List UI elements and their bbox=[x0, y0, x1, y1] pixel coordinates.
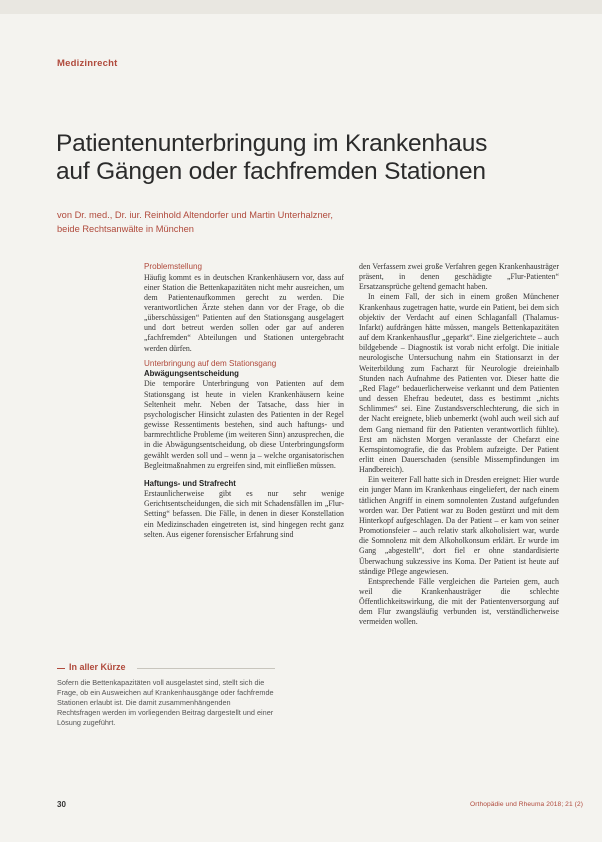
paragraph-abwaegung: Die temporäre Unterbringung von Patienten auf dem Stationsgang ist heute in vielen Krankenhäusern keine Seltenheit mehr. Neben der Tatsache, dass hier in psychologischer Hinsicht zulasten des Patienten in der Regel gewisse Ressentiments bestehen, sind auch haftungs- und barmrechtliche Probleme (im weiteren Sinn) anzusprechen, die in die Abwägungsentscheidung, ob diese Unterbringungsform gewählt werden soll und – wenn ja – welche organisatorischen Begleitmaßnahmen zu ergreifen sind, mit einfließen müssen. bbox=[144, 379, 344, 470]
summary-box bbox=[57, 662, 275, 728]
summary-header bbox=[57, 662, 275, 676]
summary-heading: In aller Kürze bbox=[69, 662, 126, 672]
paragraph-problemstellung: Häufig kommt es in deutschen Krankenhäusern vor, dass auf einer Station die Bettenkapazitäten nicht mehr ausreichen, um dem Patientenaufkommen gerecht zu werden. Die verantwortlichen Ärzte stehen dann vor der Frage, ob die „überschüssigen“ Patienten auf den Stationsgang ausgelagert und dort betreut werden sollen oder gar auf anderen „fachfremden“ Abteilungen und Stationen untergebracht werden dürfen. bbox=[144, 272, 344, 353]
authors bbox=[57, 209, 457, 236]
paragraph-right-1: den Verfassern zwei große Verfahren gegen Krankenhausträger präsent, in denen geschädigte „Flur-Patienten“ Ersatzansprüche geltend gemacht haben. bbox=[359, 262, 559, 292]
subheading-abwaegung: Abwägungsentscheidung bbox=[144, 369, 239, 379]
paragraph-right-2: In einem Fall, der sich in einem großen Münchener Krankenhaus zugetragen hatte, wurde ein Patient, bei dem sich objektiv der Verdacht auf einen Schlaganfall (Thalamus-Infarkt) aufdrängen hätte müssen, mangels Bettenkapazitäten auf dem Krankenhausflur „geparkt“. Eine zielgerichtete – auch bildgebende – Diagnostik ist vorab nicht erfolgt. Die initiale neurologische Untersuchung nahm ein Stationsarzt in der Weiterbildung zum Facharzt für Neurologie dreieinhalb Stunden nach Aufnahme des Patienten vor. Dieser hatte die „Red Flage“ bedauerlicherweise verkannt und dem Patienten und dessen Ehefrau bedeutet, dass es bestimmt „nichts Schlimmes“ sei. Eine Zustandsverschlechterung, die sich in der Nacht ereignete, blieb unbemerkt (wohl auch weil sich auf dem Gang niemand für den Patienten verantwortlich fühlte). Erst am nächsten Morgen veranlasste der Chefarzt eine Kernspintomografie, die das Problem aufzeigte. Der Patient erlitt einen Dauerschaden (sensible Missempfindungen im Handbereich). bbox=[359, 292, 559, 475]
publication-info: Orthopädie und Rheuma 2018; 21 (2) bbox=[470, 801, 584, 808]
title-line-2: auf Gängen oder fachfremden Stationen bbox=[56, 158, 486, 185]
title-line-1: Patientenunterbringung im Krankenhaus bbox=[56, 130, 488, 157]
paragraph-right-4: Entsprechende Fälle vergleichen die Parteien gern, auch weil die Krankenhausträger die schlechte Öffentlichkeitswirkung, die mit der Patientenversorgung auf dem Flur zwangsläufig verbunden ist, verständlicherweise vermeiden wollen. bbox=[359, 576, 559, 627]
top-strip bbox=[0, 0, 602, 14]
section-heading-stationsgang: Unterbringung auf dem Stationsgang bbox=[144, 358, 277, 368]
authors-line-2: beide Rechtsanwälte in München bbox=[57, 223, 194, 234]
section-heading-problemstellung: Problemstellung bbox=[144, 262, 203, 271]
category-label: Medizinrecht bbox=[57, 58, 118, 69]
page-number: 30 bbox=[57, 800, 66, 809]
left-column bbox=[144, 262, 344, 540]
paragraph-haftung: Erstaunlicherweise gibt es nur sehr wenige Gerichtsentscheidungen, die sich mit Schadensfällen im „Flur-Setting“ befassen. Die Fälle, in denen in dieser Konstellation ein Medizinschaden eingetreten ist, sind hingegen recht ganz selten. Aus eigener forensischer Erfahrung sind bbox=[144, 489, 344, 539]
summary-rule bbox=[137, 668, 275, 669]
summary-dash bbox=[57, 668, 65, 669]
article-title bbox=[56, 130, 576, 186]
subheading-haftung: Haftungs- und Strafrecht bbox=[144, 478, 236, 488]
paragraph-right-3: Ein weiterer Fall hatte sich in Dresden ereignet: Hier wurde ein junger Mann im Krankenhaus eingeliefert, der nach einem tätlichen Angriff in einem somnolenten Zustand aufgefunden worden war. Der Patient war zu Boden gestürzt und mit dem Hinterkopf aufgeschlagen. Da der Patient – er kam von seiner Promotionsfeier – auch relativ stark alkoholisiert war, wurde die Somnolenz mit dem Alkoholkonsum erklärt. Er wurde im Gang „abgestellt“, dort fiel er ohne standardisierte Überwachung sukzessive ins Koma. Der Patient ist heute auf ständige Pflege angewiesen. bbox=[359, 475, 559, 576]
right-column bbox=[359, 262, 559, 628]
authors-line-1: von Dr. med., Dr. iur. Reinhold Altendorfer und Martin Unterhalzner, bbox=[57, 210, 333, 220]
summary-text: Sofern die Bettenkapazitäten voll ausgelastet sind, stellt sich die Frage, ob ein Ausweichen auf Krankenhausgänge oder fachfremde Stationen erlaubt ist. Die damit zusammenhängenden Rechtsfragen werden im vorliegenden Beitrag dargestellt und einer Lösung zugeführt. bbox=[57, 678, 274, 728]
